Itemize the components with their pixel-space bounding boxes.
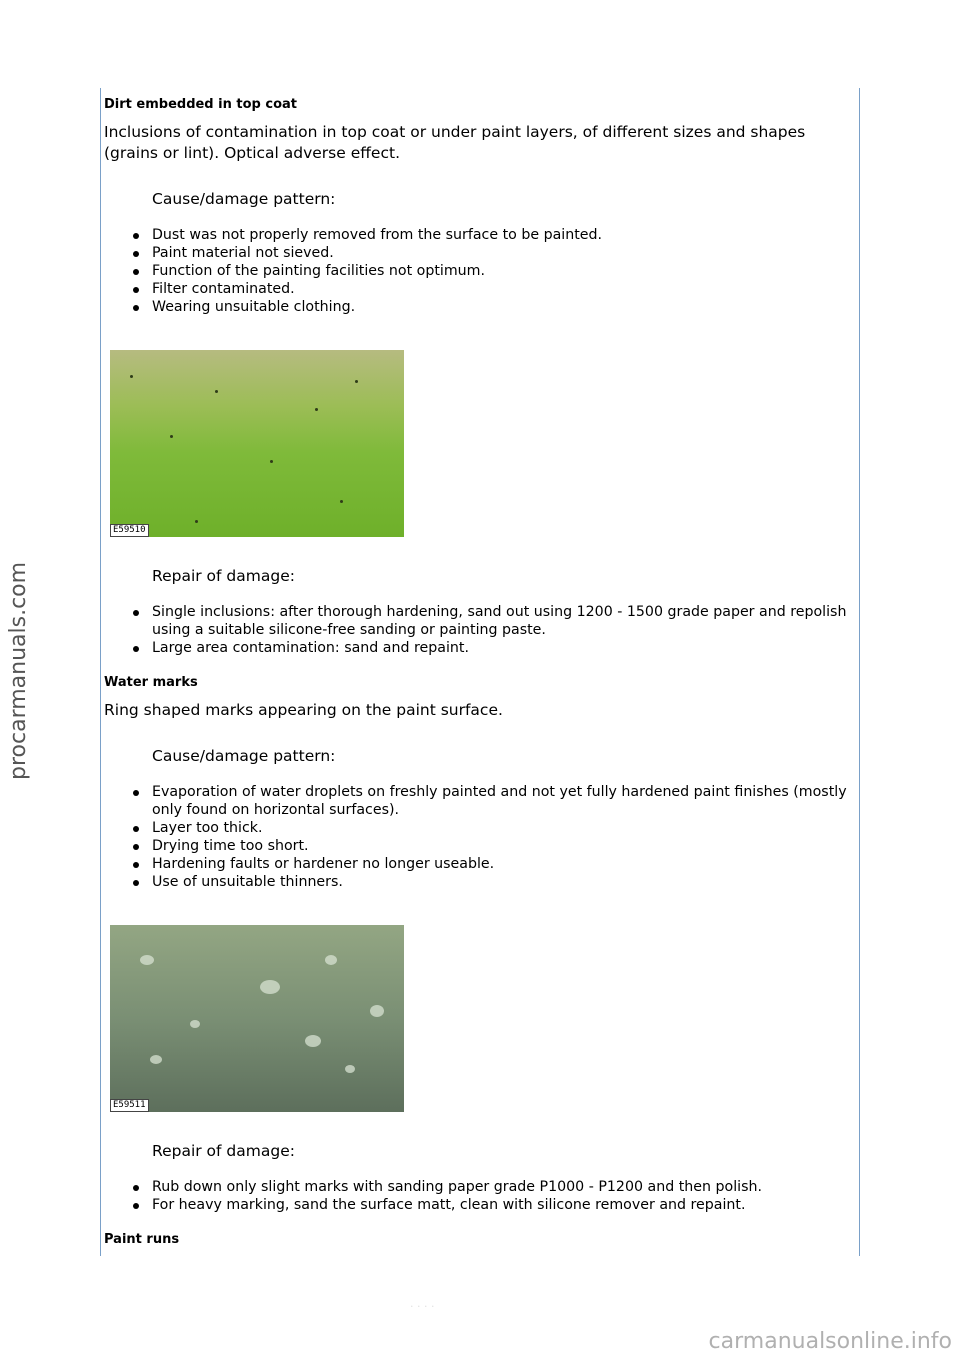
bullet-icon: [133, 790, 139, 796]
list-item: Dust was not properly removed from the surface to be painted.: [104, 226, 856, 244]
section-description-water: Ring shaped marks appearing on the paint surface.: [104, 701, 503, 719]
bullet-icon: [133, 826, 139, 832]
bullet-icon: [133, 862, 139, 868]
repair-title-dirt: Repair of damage:: [152, 567, 295, 585]
list-item: Evaporation of water droplets on freshly painted and not yet fully hardened paint finishes (mostly only found on horizontal surfaces).: [104, 783, 856, 819]
bullet-icon: [133, 269, 139, 275]
list-item: Rub down only slight marks with sanding paper grade P1000 - P1200 and then polish.: [104, 1178, 856, 1196]
image-label: E59510: [110, 524, 149, 537]
bullet-icon: [133, 287, 139, 293]
water-marks-photo: [110, 925, 404, 1112]
list-item: For heavy marking, sand the surface matt, clean with silicone remover and repaint.: [104, 1196, 856, 1214]
left-border-line: [100, 88, 101, 1256]
bullet-icon: [133, 233, 139, 239]
cause-list-dirt: [104, 226, 856, 316]
side-watermark: procarmanuals.com: [6, 561, 31, 780]
list-item: Filter contaminated.: [104, 280, 856, 298]
bullet-icon: [133, 844, 139, 850]
bullet-icon: [133, 1203, 139, 1209]
list-item: Use of unsuitable thinners.: [104, 873, 856, 891]
repair-list-water: [104, 1178, 856, 1214]
manual-content: [104, 97, 856, 1257]
cause-title-dirt: Cause/damage pattern:: [152, 190, 336, 208]
bullet-icon: [133, 251, 139, 257]
cause-list-water: [104, 783, 856, 891]
bullet-icon: [133, 880, 139, 886]
list-item: Function of the painting facilities not optimum.: [104, 262, 856, 280]
section-heading-dirt: Dirt embedded in top coat: [104, 97, 297, 112]
list-item: Layer too thick.: [104, 819, 856, 837]
section-heading-water: Water marks: [104, 675, 198, 690]
bullet-icon: [133, 305, 139, 311]
list-item: Large area contamination: sand and repaint.: [104, 639, 856, 657]
bullet-icon: [133, 646, 139, 652]
dirt-inclusion-photo: [110, 350, 404, 537]
bullet-icon: [133, 1185, 139, 1191]
repair-list-dirt: [104, 603, 856, 657]
page-number: · · · ·: [410, 1300, 435, 1313]
list-item: Hardening faults or hardener no longer useable.: [104, 855, 856, 873]
right-border-line: [859, 88, 860, 1256]
list-item: Drying time too short.: [104, 837, 856, 855]
cause-title-water: Cause/damage pattern:: [152, 747, 336, 765]
image-label: E59511: [110, 1099, 149, 1112]
repair-title-water: Repair of damage:: [152, 1142, 295, 1160]
section-heading-runs: Paint runs: [104, 1232, 180, 1247]
bullet-icon: [133, 610, 139, 616]
list-item: Wearing unsuitable clothing.: [104, 298, 856, 316]
footer-watermark: carmanualsonline.info: [708, 1329, 952, 1354]
list-item: Single inclusions: after thorough hardening, sand out using 1200 - 1500 grade paper and repolish using a suitable silicone-free sanding or painting paste.: [104, 603, 856, 639]
list-item: Paint material not sieved.: [104, 244, 856, 262]
section-description-dirt: Inclusions of contamination in top coat or under paint layers, of different sizes and shapes (grains or lint). Optical adverse effect.: [104, 123, 806, 162]
